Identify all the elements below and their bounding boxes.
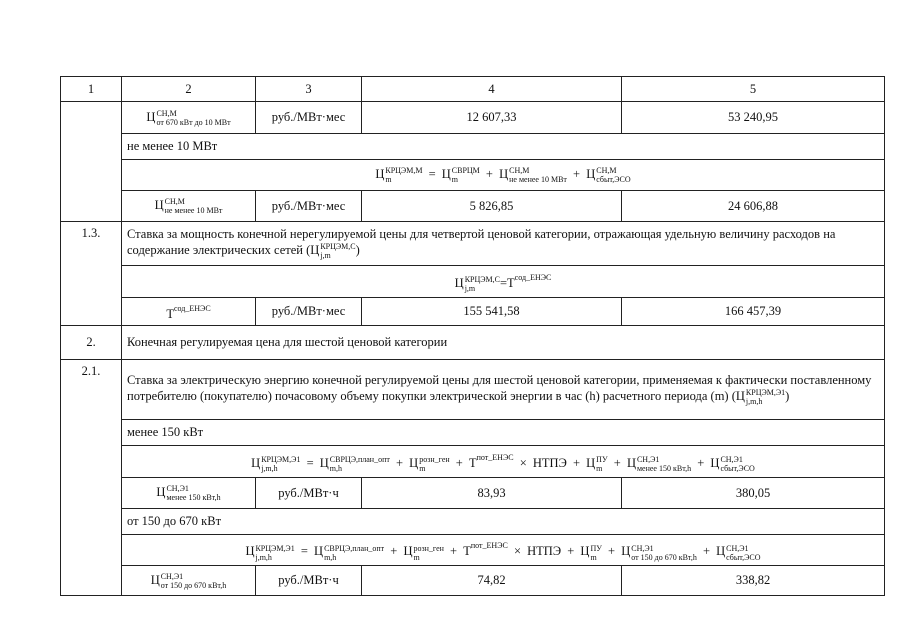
table-row: [61, 420, 885, 446]
header-cell-3: 3: [256, 77, 362, 102]
unit-cell: руб./МВт·ч: [256, 478, 362, 509]
formula-row: [61, 266, 885, 298]
unit-cell: руб./МВт·мес: [256, 191, 362, 222]
rate-symbol: Ц СН,М от 670 кВт до 10 МВт: [122, 102, 256, 134]
table-row: [61, 509, 885, 535]
range-label: от 150 до 670 кВт: [122, 509, 885, 535]
range-label: менее 150 кВт: [122, 420, 885, 446]
header-row: [61, 77, 885, 102]
tariff-table-page: [60, 76, 884, 596]
value-col4: 83,93: [362, 478, 622, 509]
formula-cell: Ц КРЦЭМ,М m = Ц СВРЦМ m + Ц СН,М не менее 10 МВт + Ц СН,М сбыт,ЭСО: [122, 160, 885, 191]
formula-cell: Ц КРЦЭМ,Э1 j,m,h = Ц СВРЦЭ,план_опт m,h + Ц розн_ген m + $Т^{пот\_ЕНЭС}$ × НТПЭ + Ц ПУ m + Ц СН,Э1 от 150 до 670 кВт,h + Ц СН,Э1 сбыт,ЭСО: [122, 535, 885, 566]
value-col4: 74,82: [362, 566, 622, 596]
value-col5: 24 606,88: [622, 191, 885, 222]
section-number: 2.: [61, 326, 122, 360]
section-row: [61, 326, 885, 360]
value-col4: 155 541,58: [362, 298, 622, 326]
rate-symbol: Ц СН,Э1 менее 150 кВт,h: [122, 478, 256, 509]
formula-row: [61, 446, 885, 478]
section-text: Конечная регулируемая цена для шестой ценовой категории: [122, 326, 885, 360]
value-col5: 166 457,39: [622, 298, 885, 326]
value-col5: 338,82: [622, 566, 885, 596]
section-row: [61, 360, 885, 420]
value-col4: 12 607,33: [362, 102, 622, 134]
formula-cell: Ц КРЦЭМ,С j,m $=Т^{сод\_ЕНЭС}$: [122, 266, 885, 298]
table-row: [61, 298, 885, 326]
header-cell-2: 2: [122, 77, 256, 102]
formula-cell: Ц КРЦЭМ,Э1 j,m,h = Ц СВРЦЭ,план_опт m,h + Ц розн_ген m + $Т^{пот\_ЕНЭС}$ × НТПЭ + Ц ПУ m + Ц СН,Э1 менее 150 кВт,h + Ц СН,Э1 сбыт,ЭСО: [122, 446, 885, 478]
unit-cell: руб./МВт·ч: [256, 566, 362, 596]
value-col5: 380,05: [622, 478, 885, 509]
section-text: Ставка за электрическую энергию конечной регулируемой цены для шестой ценовой категории, применяемая к фактически поставленному потребителю (покупателю) почасовому объему покупки электрической энергии в час (h) расчетного периода (m) (Ц КРЦЭМ,Э1 j,m,h ): [122, 360, 885, 420]
header-cell-5: 5: [622, 77, 885, 102]
rate-symbol: Ц СН,М не менее 10 МВт: [122, 191, 256, 222]
unit-cell: руб./МВт·мес: [256, 298, 362, 326]
formula-row: [61, 160, 885, 191]
unit-cell: руб./МВт·мес: [256, 102, 362, 134]
section-number-empty: [61, 102, 122, 222]
range-label: не менее 10 МВт: [122, 134, 885, 160]
rate-symbol: Ц СН,Э1 от 150 до 670 кВт,h: [122, 566, 256, 596]
table-row: [61, 478, 885, 509]
tariff-table: [60, 76, 885, 596]
section-number: 1.3.: [61, 222, 122, 326]
table-row: [61, 191, 885, 222]
section-text: Ставка за мощность конечной нерегулируемой цены для четвертой ценовой категории, отражающая удельную величину расходов на содержание электрических сетей (Ц КРЦЭМ,С j,m ): [122, 222, 885, 266]
rate-symbol: $Т^{сод\_ЕНЭС}$: [122, 298, 256, 326]
header-cell-1: 1: [61, 77, 122, 102]
header-cell-4: 4: [362, 77, 622, 102]
section-row: [61, 222, 885, 266]
section-number: 2.1.: [61, 360, 122, 596]
value-col4: 5 826,85: [362, 191, 622, 222]
table-row: [61, 134, 885, 160]
table-row: [61, 102, 885, 134]
value-col5: 53 240,95: [622, 102, 885, 134]
table-row: [61, 566, 885, 596]
formula-row: [61, 535, 885, 566]
